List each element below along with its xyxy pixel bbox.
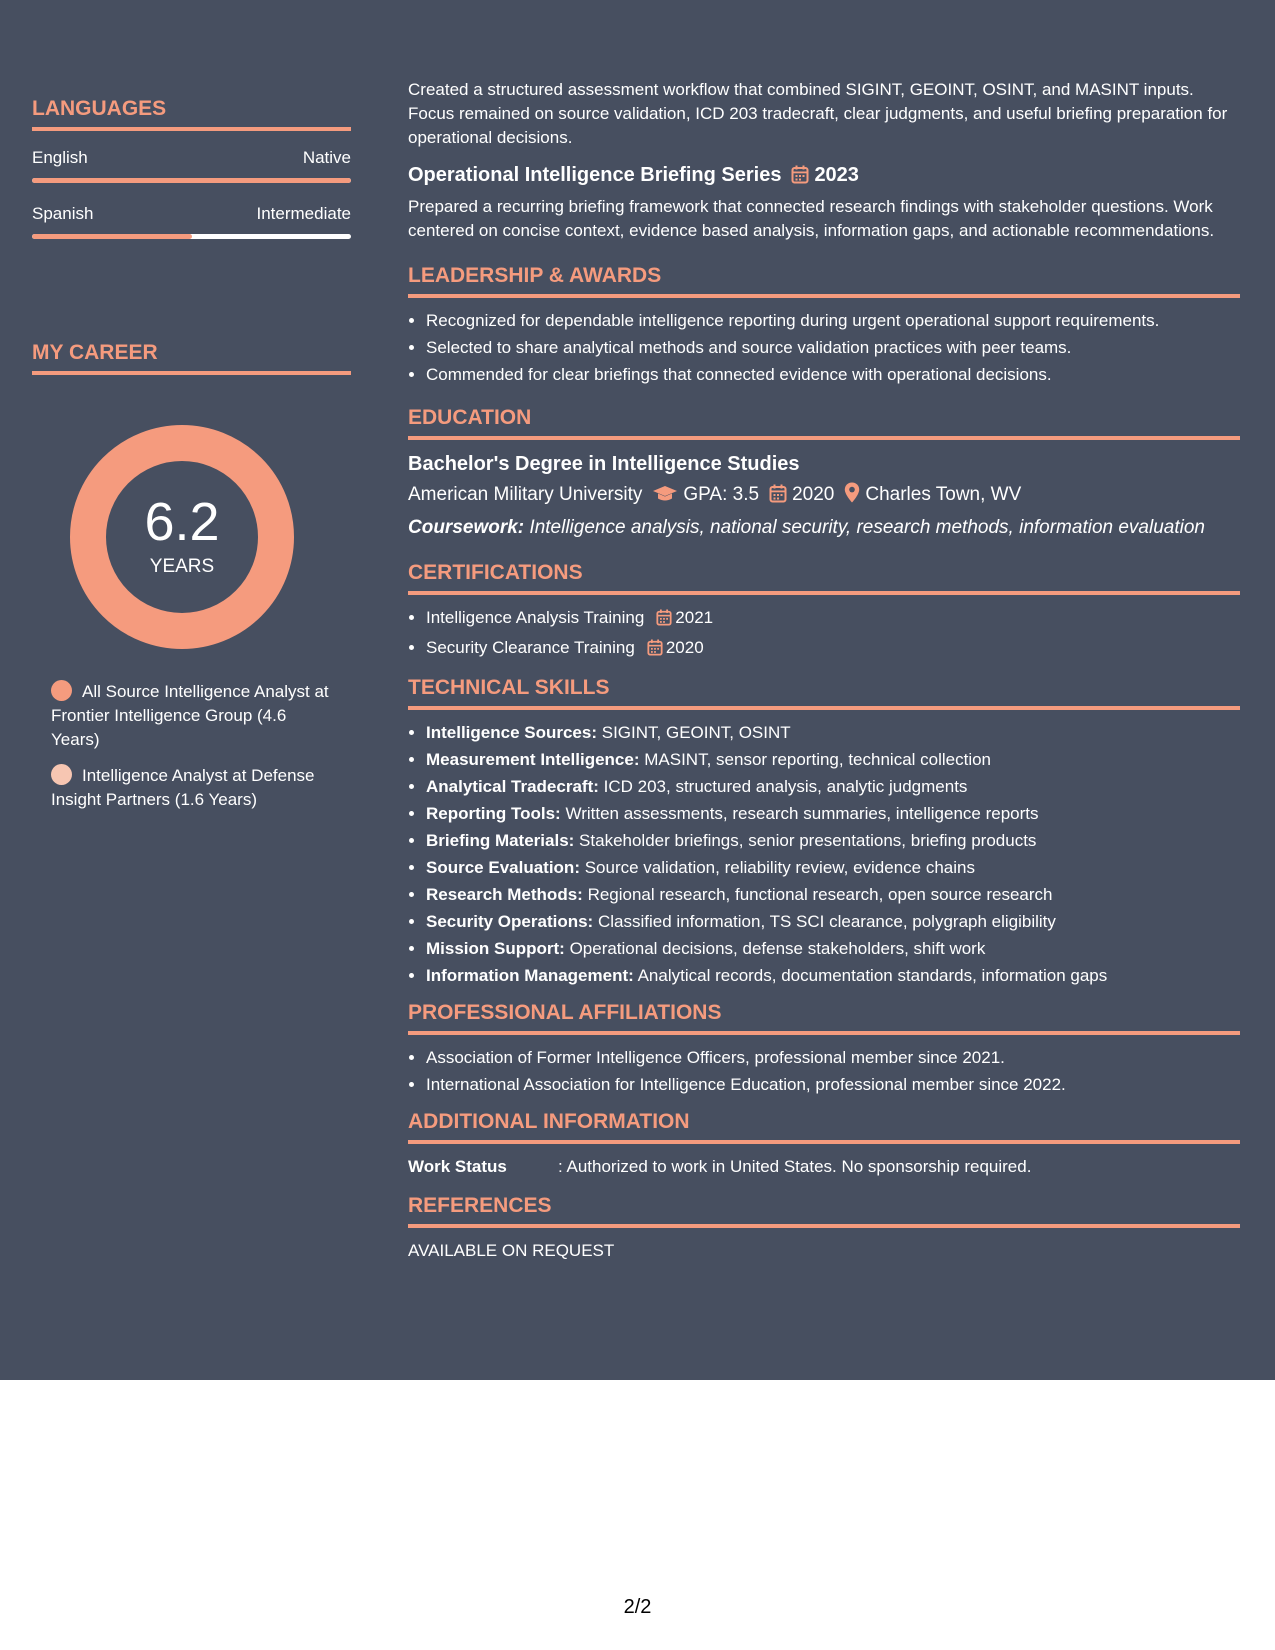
list-item: • Commended for clear briefings that connected evidence with operational decisions. [426,363,1240,387]
language-level: Native [302,148,351,167]
language-bar-fill [32,234,192,239]
skill-label: Security Operations: [426,912,594,931]
affiliations-list [408,1046,1240,1097]
language-level: Intermediate [256,204,351,223]
project-intro: Created a structured assessment workflow that combined SIGINT, GEOINT, OSINT, and MASINT inputs. Focus remained on source validation, ICD 203 tradecraft, clear judgments, and useful briefing preparation for operational decisions. [408,80,1228,147]
education-meta [408,482,1240,511]
skill-item [426,856,1240,880]
career-legend-label: Intelligence Analyst at Defense Insight Partners (1.6 Years) [51,766,315,809]
affiliations-title: PROFESSIONAL AFFILIATIONS [408,1000,1240,1035]
affiliations-section [408,1000,1240,1097]
work-status-label: Work Status [408,1157,507,1176]
language-item [32,147,351,183]
skills-section [408,675,1240,988]
career-donut-chart [67,422,297,652]
skill-item [426,775,1240,799]
additional-title: ADDITIONAL INFORMATION [408,1109,1240,1144]
education-school: American Military University [408,484,643,505]
project-title [408,162,1240,191]
calendar-icon [791,165,809,191]
graduation-cap-icon [652,485,678,511]
list-item: • Association of Former Intelligence Officers, professional member since 2021. [426,1046,1240,1070]
skill-label: Research Methods: [426,885,583,904]
work-status-row [408,1155,1240,1179]
calendar-icon [656,609,672,633]
calendar-icon [769,484,787,511]
list-item [426,606,1240,633]
education-gpa: GPA: 3.5 [683,484,760,505]
language-bar [32,178,351,183]
skill-label: Information Management: [426,966,634,985]
skill-label: Analytical Tradecraft: [426,777,599,796]
career-legend-item [51,680,331,752]
skill-label: Reporting Tools: [426,804,561,823]
career-legend-label: All Source Intelligence Analyst at Frontier Intelligence Group (4.6 Years) [51,682,329,749]
list-item: • Selected to share analytical methods and source validation practices with peer teams. [426,336,1240,360]
skill-value: MASINT, sensor reporting, technical collection [644,750,992,769]
main-column [408,78,1240,1263]
leadership-title: LEADERSHIP & AWARDS [408,263,1240,298]
additional-section [408,1109,1240,1179]
skills-title: TECHNICAL SKILLS [408,675,1240,710]
skill-value: ICD 203, structured analysis, analytic judgments [603,777,968,796]
project-year: 2023 [814,164,859,186]
language-item [32,203,351,239]
skill-value: Written assessments, research summaries, intelligence reports [565,804,1039,823]
skill-label: Intelligence Sources: [426,723,597,742]
skill-label: Measurement Intelligence: [426,750,640,769]
references-text: AVAILABLE ON REQUEST [408,1241,615,1260]
references-title: REFERENCES [408,1193,1240,1228]
work-status-value: : Authorized to work in United States. No sponsorship required. [558,1157,1032,1176]
career-total: 6.2 [144,492,220,552]
coursework-label: Coursework: [408,517,525,538]
leadership-section [408,263,1240,387]
legend-dot [51,680,72,701]
project-name: Operational Intelligence Briefing Series [408,164,782,186]
certification-year: 2021 [675,608,714,627]
education-title: EDUCATION [408,405,1240,440]
project-description: Prepared a recurring briefing framework that connected research findings with stakeholder questions. Work centered on concise context, evidence based analysis, information gaps, and actionable recommendations. [408,197,1215,240]
skill-item [426,883,1240,907]
references-section [408,1193,1240,1263]
list-item: • Recognized for dependable intelligence reporting during urgent operational support requirements. [426,309,1240,333]
skill-label: Source Evaluation: [426,858,580,877]
location-pin-icon [844,482,860,511]
skill-value: Operational decisions, defense stakeholders, shift work [569,939,986,958]
skill-value: Source validation, reliability review, evidence chains [584,858,975,877]
skill-value: Stakeholder briefings, senior presentations, briefing products [579,831,1037,850]
list-item: • International Association for Intelligence Education, professional member since 2022. [426,1073,1240,1097]
skill-item [426,937,1240,961]
skill-item [426,910,1240,934]
certifications-list [408,606,1240,663]
certification-year: 2020 [665,638,704,657]
education-location: Charles Town, WV [865,484,1022,505]
skill-item [426,829,1240,853]
legend-dot [51,764,72,785]
education-year: 2020 [792,484,835,505]
language-name: Spanish [32,204,94,223]
page-number: 2/2 [623,1596,652,1618]
certifications-title: CERTIFICATIONS [408,560,1240,595]
coursework-text: Intelligence analysis, national security, research methods, information evaluation [529,517,1205,538]
language-name: English [32,148,88,167]
education-section [408,405,1240,540]
languages-title: LANGUAGES [32,96,351,131]
certifications-section [408,560,1240,663]
certification-name: Intelligence Analysis Training [426,608,645,627]
language-bar-fill [32,178,351,183]
skill-value: Analytical records, documentation standards, information gaps [637,966,1108,985]
skills-list [408,721,1240,988]
skill-value: SIGINT, GEOINT, OSINT [601,723,791,742]
skill-item [426,721,1240,745]
skill-value: Classified information, TS SCI clearance, polygraph eligibility [597,912,1056,931]
skill-value: Regional research, functional research, open source research [587,885,1053,904]
skill-item [426,802,1240,826]
certification-name: Security Clearance Training [426,638,635,657]
list-item [426,636,1240,663]
skill-item [426,748,1240,772]
career-unit: YEARS [149,556,215,577]
leadership-list [408,309,1240,387]
education-degree: Bachelor's Degree in Intelligence Studies [408,453,800,475]
career-legend [51,680,331,824]
career-legend-item [51,764,331,812]
skill-item [426,964,1240,988]
sidebar [32,96,351,809]
career-title: MY CAREER [32,340,351,375]
education-coursework [408,516,1240,540]
language-bar [32,234,351,239]
calendar-icon [647,639,663,663]
skill-label: Briefing Materials: [426,831,575,850]
skill-label: Mission Support: [426,939,565,958]
